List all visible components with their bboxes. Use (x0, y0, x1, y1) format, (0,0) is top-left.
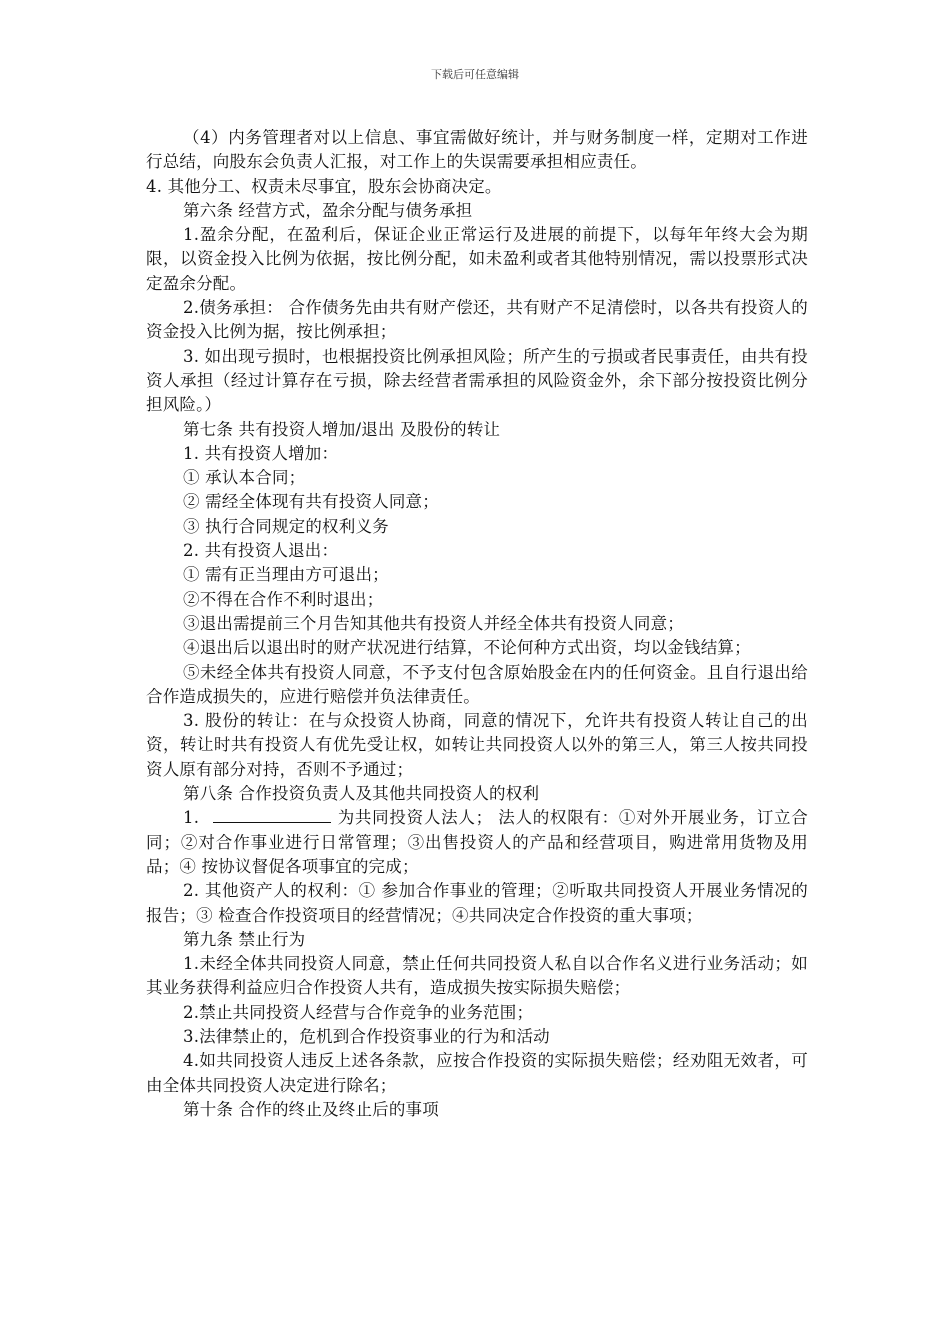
paragraph: 2.禁止共同投资人经营与合作竞争的业务范围； (183, 1002, 534, 1022)
paragraph: ⑤未经全体共有投资人同意，不予支付包含原始股金在内的任何资金。且自行退出给合作造成损失的，应进行赔偿并负法律责任。 (146, 662, 808, 706)
paragraph: ② 需经全体现有共有投资人同意； (183, 492, 439, 512)
paragraph: ③退出需提前三个月告知其他共有投资人并经全体共有投资人同意； (183, 613, 684, 633)
paragraph-group-tail (146, 879, 808, 1122)
paragraph: 2. 共有投资人退出： (183, 541, 339, 561)
paragraph: ③ 执行合同规定的权利义务 (183, 516, 389, 536)
paragraph: （4）内务管理者对以上信息、事宜需做好统计，并与财务制度一样，定期对工作进行总结，向股东会负责人汇报，对工作上的失误需要承担相应责任。 (146, 128, 808, 172)
paragraph: ① 承认本合同； (183, 468, 306, 488)
paragraph-legal-person (146, 806, 808, 879)
paragraph-prefix: 1. (183, 808, 200, 828)
paragraph: 第七条 共有投资人增加/退出 及股份的转让 (183, 419, 501, 439)
paragraph: 2.债务承担： 合作债务先由共有财产偿还，共有财产不足清偿时，以各共有投资人的资金投入比例为据，按比例承担； (146, 298, 808, 342)
paragraph: 3.法律禁止的，危机到合作投资事业的行为和活动 (183, 1026, 550, 1046)
paragraph: 3. 股份的转让：在与众投资人协商，同意的情况下，允许共有投资人转让自己的出资，转让时共有投资人有优先受让权，如转让共同投资人以外的第三人，第三人按共同投资人原有部分对持，否则不予通过； (146, 711, 808, 779)
paragraph: 第十条 合作的终止及终止后的事项 (183, 1099, 439, 1119)
paragraph: ②不得在合作不利时退出； (183, 589, 384, 609)
paragraph: ④退出后以退出时的财产状况进行结算，不论何种方式出资，均以金钱结算； (183, 638, 751, 658)
paragraph: 2. 其他资产人的权利：① 参加合作事业的管理；②听取共同投资人开展业务情况的报告；③ 检查合作投资项目的经营情况；④共同决定合作投资的重大事项； (146, 881, 808, 925)
paragraph: ① 需有正当理由方可退出； (183, 565, 389, 585)
paragraph: 4.如共同投资人违反上述各条款，应按合作投资的实际损失赔偿；经劝阻无效者，可由全体共同投资人决定进行除名； (146, 1051, 808, 1095)
fill-in-blank[interactable] (213, 807, 331, 823)
page-header: 下载后可任意编辑 (431, 68, 519, 81)
paragraph: 1. 共有投资人增加： (183, 443, 339, 463)
paragraph: 1.盈余分配，在盈利后，保证企业正常运行及进展的前提下，以每年年终大会为期限，以资金投入比例为依据，按比例分配，如未盈利或者其他特别情况，需以投票形式决定盈余分配。 (146, 225, 808, 293)
document-body (146, 126, 808, 1122)
paragraph-group-main (146, 126, 808, 806)
paragraph: 3. 如出现亏损时，也根据投资比例承担风险；所产生的亏损或者民事责任，由共有投资人承担（经过计算存在亏损，除去经营者需承担的风险资金外，余下部分按投资比例分担风险。） (146, 346, 808, 415)
paragraph: 第九条 禁止行为 (183, 929, 306, 949)
paragraph: 1.未经全体共同投资人同意，禁止任何共同投资人私自以合作名义进行业务活动；如其业务获得利益应归合作投资人共有，造成损失按实际损失赔偿； (146, 954, 808, 998)
paragraph: 4. 其他分工、权责未尽事宜，股东会协商决定。 (146, 176, 502, 196)
paragraph: 第六条 经营方式，盈余分配与债务承担 (183, 200, 473, 220)
paragraph-text: 为共同投资人法人； 法人的权限有：①对外开展业务，订立合同；②对合作事业进行日常管理；③出售投资人的产品和经营项目，购进常用货物及用品；④ 按协议督促各项事宜的完成； (146, 808, 808, 876)
paragraph: 第八条 合作投资负责人及其他共同投资人的权利 (183, 784, 540, 804)
